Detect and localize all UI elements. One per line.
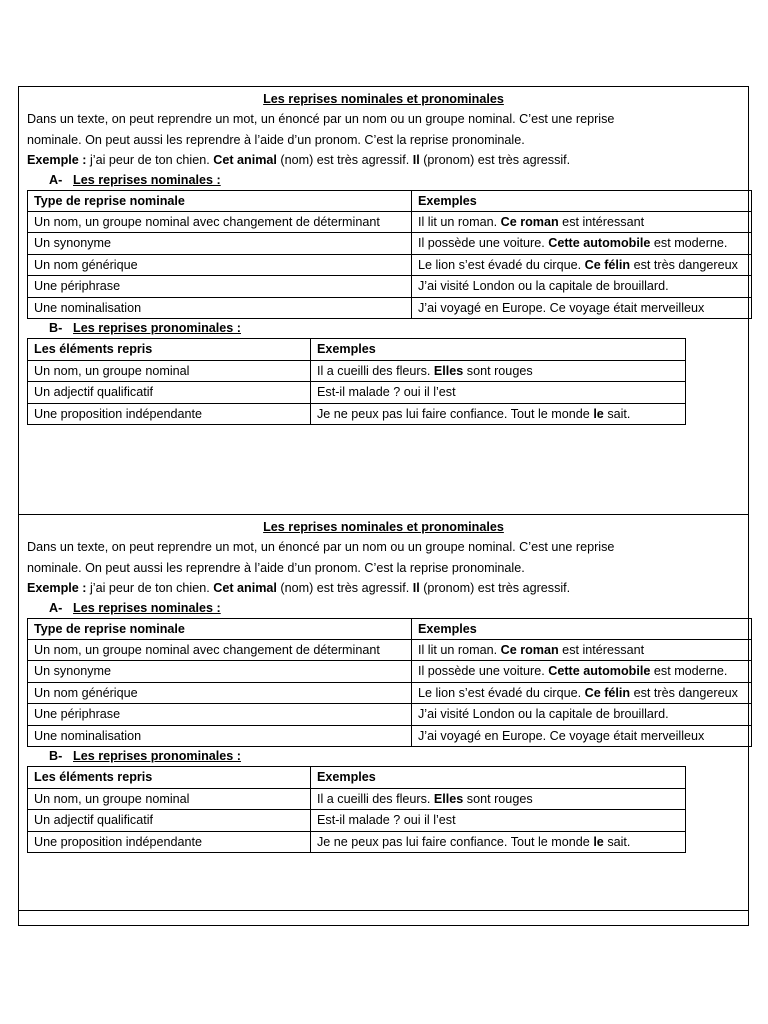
row-type-cell: Une nominalisation [28,725,412,747]
example-text: Il lit un roman. [418,642,501,657]
table-row [28,682,752,704]
pronominal-reprises-table [27,766,686,853]
column-header: Exemples [311,767,686,789]
example-bold-text: Cette automobile [548,664,651,678]
row-example-cell [311,788,686,810]
example-bold-text: Cette automobile [548,236,651,250]
section-b-title: Les reprises pronominales : [73,749,241,763]
section-b-letter: B- [49,749,63,763]
table-row [28,403,686,425]
example-bold-2: Il [412,581,420,595]
example-text-1: j’ai peur de ton chien. [86,581,214,595]
example-text-3: (pronom) est très agressif. [419,581,571,595]
example-bold-text: Ce roman [500,214,559,229]
example-text: Le lion s’est évadé du cirque. [418,685,585,700]
row-example-cell [412,254,752,276]
table-header-row [28,190,752,211]
example-line [27,150,748,171]
row-type-cell: Un nom, un groupe nominal avec changement de déterminant [28,639,412,661]
table-row [28,254,752,276]
column-header: Exemples [412,190,752,211]
table-row [28,297,752,319]
example-text: Il a cueilli des fleurs. [317,363,434,378]
table-row [28,725,752,747]
example-bold-1: Cet animal [213,153,277,167]
example-bold-text: Ce roman [500,642,559,657]
section-a-letter: A- [49,600,63,615]
row-type-cell: Une proposition indépendante [28,831,311,853]
example-text: Il possède une voiture. [418,664,549,678]
intro-line-1: Dans un texte, on peut reprendre un mot, un énoncé par un nom ou un groupe nominal. C’est une reprise [27,540,615,554]
worksheet-copy-2 [19,515,748,911]
row-type-cell: Un adjectif qualificatif [28,810,311,832]
example-text: sont rouges [463,363,533,378]
row-type-cell: Un adjectif qualificatif [28,382,311,404]
example-text-2: (nom) est très agressif. [276,153,413,167]
example-text: est moderne. [650,236,728,250]
intro-line-2: nominale. On peut aussi les reprendre à l’aide d’un pronom. C’est la reprise pronominale. [27,132,525,147]
table-row [28,276,752,298]
section-a-title: Les reprises nominales : [73,172,221,187]
section-b-letter: B- [49,321,63,335]
table-row [28,661,752,683]
row-example-cell [311,831,686,853]
row-example-cell [412,297,752,319]
column-header: Type de reprise nominale [28,190,412,211]
row-type-cell: Une périphrase [28,704,412,726]
example-text: J’ai voyagé en Europe. Ce voyage était merveilleux [418,300,705,315]
row-type-cell: Un nom, un groupe nominal avec changement de déterminant [28,211,412,233]
example-text: Je ne peux pas lui faire confiance. Tout le monde [317,406,594,421]
row-type-cell: Une périphrase [28,276,412,298]
table-header-row [28,618,752,639]
table-row [28,810,686,832]
row-example-cell [311,810,686,832]
table-row [28,382,686,404]
column-header: Les éléments repris [28,767,311,789]
worksheet-title: Les reprises nominales et pronominales [263,92,504,106]
example-text: Il a cueilli des fleurs. [317,791,434,806]
example-text: J’ai visité London ou la capitale de brouillard. [418,279,669,293]
row-type-cell: Un nom, un groupe nominal [28,788,311,810]
row-type-cell: Un nom générique [28,254,412,276]
example-label: Exemple : [27,581,87,595]
example-text: est très dangereux [630,257,738,272]
table-row [28,211,752,233]
row-type-cell: Un synonyme [28,233,412,255]
table-row [28,360,686,382]
worksheet-content [19,87,748,425]
row-example-cell [412,233,752,255]
example-text-1: j’ai peur de ton chien. [86,153,214,167]
row-type-cell: Une proposition indépendante [28,403,311,425]
row-example-cell [412,704,752,726]
row-example-cell [412,639,752,661]
table-row [28,233,752,255]
table-header-row [28,339,686,361]
example-text: Est-il malade ? oui il l’est [317,385,456,399]
section-a-heading [27,599,748,618]
example-bold-text: Ce félin [584,257,631,272]
row-type-cell: Une nominalisation [28,297,412,319]
worksheet-title: Les reprises nominales et pronominales [263,520,504,534]
row-example-cell [311,403,686,425]
example-text: est intéressant [558,642,645,657]
table-row [28,639,752,661]
example-bold-2: Il [412,153,420,167]
example-bold-text: le [593,834,604,849]
table-row [28,788,686,810]
nominal-reprises-table [27,618,752,748]
example-text: Il lit un roman. [418,214,501,229]
example-text: Je ne peux pas lui faire confiance. Tout le monde [317,834,594,849]
row-example-cell [311,360,686,382]
row-example-cell [412,682,752,704]
row-example-cell [412,725,752,747]
example-text-3: (pronom) est très agressif. [419,153,571,167]
section-a-heading [27,171,748,190]
example-bold-text: Elles [433,791,464,806]
pronominal-reprises-table [27,338,686,425]
worksheet-copy-1 [19,87,748,515]
column-header: Exemples [412,618,752,639]
example-bold-text: le [593,406,604,421]
example-text: est intéressant [558,214,645,229]
row-type-cell: Un nom générique [28,682,412,704]
section-a-title: Les reprises nominales : [73,600,221,615]
section-b-title: Les reprises pronominales : [73,321,241,335]
example-text: est très dangereux [630,685,738,700]
intro-line-2: nominale. On peut aussi les reprendre à l’aide d’un pronom. C’est la reprise pronominale. [27,560,525,575]
table-row [28,704,752,726]
example-text: sait. [603,406,631,421]
example-bold-1: Cet animal [213,581,277,595]
example-text: J’ai voyagé en Europe. Ce voyage était merveilleux [418,728,705,743]
section-a-letter: A- [49,172,63,187]
intro-line-1: Dans un texte, on peut reprendre un mot, un énoncé par un nom ou un groupe nominal. C’est une reprise [27,112,615,126]
row-example-cell [311,382,686,404]
example-line [27,578,748,599]
section-b-heading [27,747,748,766]
table-row [28,831,686,853]
table-header-row [28,767,686,789]
example-label: Exemple : [27,153,87,167]
row-type-cell: Un nom, un groupe nominal [28,360,311,382]
example-text: Il possède une voiture. [418,236,549,250]
section-b-heading [27,319,748,338]
column-header: Type de reprise nominale [28,618,412,639]
example-text-2: (nom) est très agressif. [276,581,413,595]
example-text: Le lion s’est évadé du cirque. [418,257,585,272]
example-text: sait. [603,834,631,849]
column-header: Exemples [311,339,686,361]
example-text: est moderne. [650,664,728,678]
row-example-cell [412,661,752,683]
example-text: sont rouges [463,791,533,806]
example-text: J’ai visité London ou la capitale de brouillard. [418,707,669,721]
worksheet-content [19,515,748,853]
column-header: Les éléments repris [28,339,311,361]
example-text: Est-il malade ? oui il l’est [317,813,456,827]
row-example-cell [412,211,752,233]
row-example-cell [412,276,752,298]
document-frame [18,86,749,926]
example-bold-text: Ce félin [584,685,631,700]
example-bold-text: Elles [433,363,464,378]
nominal-reprises-table [27,190,752,320]
row-type-cell: Un synonyme [28,661,412,683]
